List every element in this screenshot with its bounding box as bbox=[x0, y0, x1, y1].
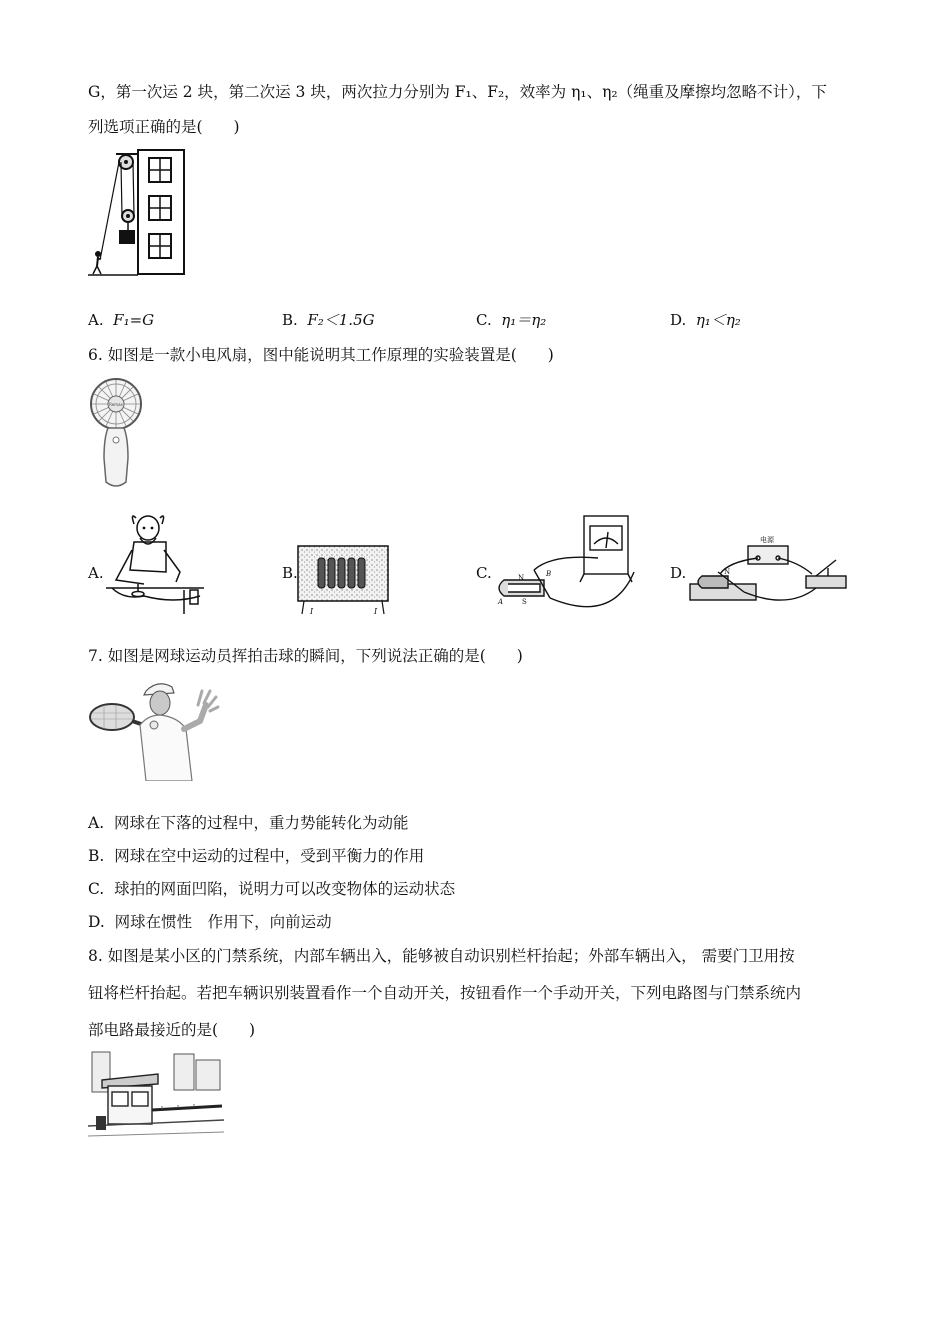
q6-option-b-label: B. bbox=[282, 564, 298, 582]
pulley-building-figure bbox=[88, 148, 188, 278]
q6-figure-c-induction bbox=[492, 514, 642, 614]
q6-figure-b-coil-filings bbox=[296, 544, 390, 616]
q7-stem: 7. 如图是网球运动员挥拍击球的瞬间，下列说法正确的是( ) bbox=[88, 647, 523, 665]
fan-brand-label: Remax bbox=[109, 402, 123, 407]
q6-figure-d-motor bbox=[688, 532, 848, 608]
gate-booth-figure bbox=[88, 1050, 224, 1138]
q6-option-a-label: A. bbox=[88, 564, 104, 582]
coil-current-right-label: I bbox=[374, 607, 378, 616]
q5-option-b: B. F₂＜1.5G bbox=[282, 311, 375, 329]
q8-stem-line1: 8. 如图是某小区的门禁系统，内部车辆出入，能够被自动识别栏杆抬起；外部车辆出入， 需要门卫用按 bbox=[88, 947, 795, 965]
coil-current-left-label: I bbox=[310, 607, 314, 616]
q7-option-d: D. 网球在惯性 作用下，向前运动 bbox=[88, 913, 332, 931]
power-supply-label: 电源 bbox=[760, 536, 774, 544]
magnet-n-label-d: N bbox=[724, 568, 731, 576]
q8-stem-line2: 钮将栏杆抬起。若把车辆识别装置看作一个自动开关，按钮看作一个手动开关，下列电路图与门禁系统内 bbox=[88, 984, 802, 1002]
q5-option-c: C. η₁＝η₂ bbox=[476, 311, 547, 329]
q5-option-d: D. η₁＜η₂ bbox=[670, 311, 741, 329]
q6-stem: 6. 如图是一款小电风扇，图中能说明其工作原理的实验装置是( ) bbox=[88, 346, 554, 364]
q5-option-a: A. F₁=G bbox=[88, 311, 155, 329]
q7-option-b: B. 网球在空中运动的过程中，受到平衡力的作用 bbox=[88, 847, 425, 865]
tennis-player-figure bbox=[88, 677, 220, 781]
q6-option-c-label: C. bbox=[476, 564, 492, 582]
magnet-s-label: S bbox=[522, 598, 527, 606]
q7-option-c: C. 球拍的网面凹陷，说明力可以改变物体的运动状态 bbox=[88, 880, 456, 898]
small-fan-figure bbox=[88, 378, 144, 490]
wire-end-a-label: A bbox=[498, 598, 504, 606]
q7-option-a: A. 网球在下落的过程中，重力势能转化为动能 bbox=[88, 814, 409, 832]
q6-option-d-label: D. bbox=[670, 564, 687, 582]
magnet-n-label: N bbox=[518, 574, 525, 582]
q8-stem-line3: 部电路最接近的是( ) bbox=[88, 1021, 256, 1039]
wire-end-b-label: B bbox=[546, 570, 552, 578]
q5-stem-line2: 列选项正确的是( ) bbox=[88, 118, 240, 136]
q5-stem-line1: G，第一次运 2 块，第二次运 3 块，两次拉力分别为 F₁、F₂，效率为 η₁、η₂（绳重及摩擦均忽略不计），下 bbox=[88, 83, 827, 101]
q6-figure-a-oersted bbox=[104, 510, 210, 615]
